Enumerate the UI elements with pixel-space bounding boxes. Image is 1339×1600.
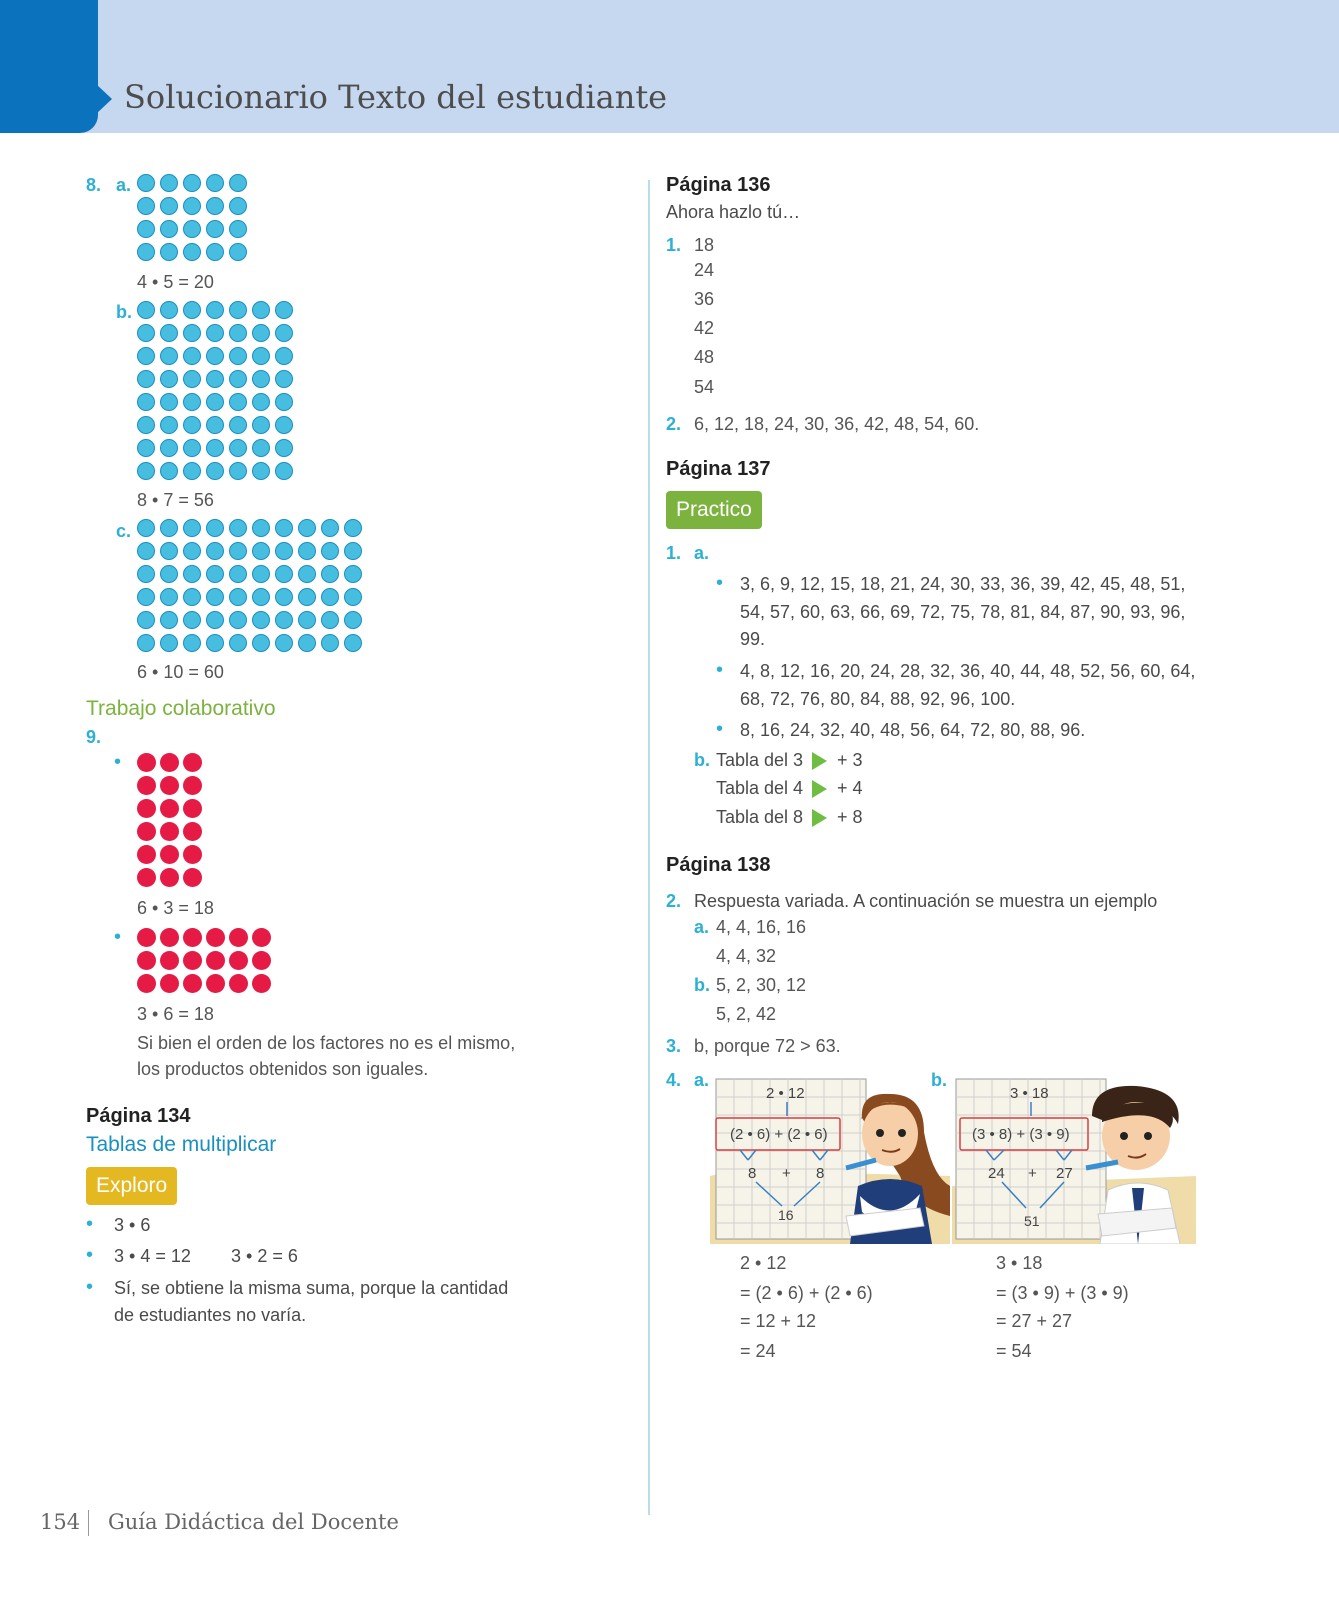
red-dot xyxy=(160,951,179,970)
work-b-line: = 54 xyxy=(996,1341,1032,1361)
blue-dot xyxy=(137,634,155,652)
practico-badge: Practico xyxy=(666,491,762,529)
blue-dot xyxy=(160,542,178,560)
dot-array-9a xyxy=(137,753,202,887)
red-dot xyxy=(229,951,248,970)
bullet-icon: • xyxy=(86,1244,94,1266)
p138-q3-number: 3. xyxy=(666,1036,682,1056)
blue-dot xyxy=(183,347,201,365)
page-134-title: Página 134 xyxy=(86,1105,191,1127)
blue-dot xyxy=(137,519,155,537)
red-dot xyxy=(252,928,271,947)
blue-dot xyxy=(252,588,270,606)
dot-array-8b xyxy=(137,301,293,480)
p136-q1-value: 36 xyxy=(694,289,715,309)
bullet-icon: • xyxy=(716,659,724,681)
red-dot xyxy=(252,951,271,970)
grid-a-top: 2 • 12 xyxy=(766,1085,805,1102)
header-tab xyxy=(0,0,98,133)
red-dot xyxy=(206,951,225,970)
bullet-icon: • xyxy=(114,926,122,948)
p138-q2a-line-1: 4, 4, 16, 16 xyxy=(716,917,807,937)
blue-dot xyxy=(229,220,247,238)
work-a-line: 2 • 12 xyxy=(740,1253,787,1273)
blue-dot xyxy=(137,197,155,215)
illustration-girl-grid xyxy=(710,1076,950,1244)
table-4-label: Tabla del 4 xyxy=(716,778,804,798)
play-icon xyxy=(812,752,827,770)
blue-dot xyxy=(183,439,201,457)
table-8-label: Tabla del 8 xyxy=(716,807,804,827)
blue-dot xyxy=(183,611,201,629)
blue-dot xyxy=(252,634,270,652)
blue-dot xyxy=(344,611,362,629)
page-number: 154 xyxy=(40,1510,81,1534)
equation-8b: 8 • 7 = 56 xyxy=(137,490,214,510)
blue-dot xyxy=(229,542,247,560)
blue-dot xyxy=(275,370,293,388)
equation-8a: 4 • 5 = 20 xyxy=(137,272,214,292)
red-dot xyxy=(160,868,179,887)
blue-dot xyxy=(275,347,293,365)
blue-dot xyxy=(229,519,247,537)
blue-dot xyxy=(344,634,362,652)
page-136-subtitle: Ahora hazlo tú… xyxy=(666,202,801,222)
blue-dot xyxy=(183,393,201,411)
blue-dot xyxy=(137,542,155,560)
blue-dot xyxy=(137,220,155,238)
blue-dot xyxy=(160,301,178,319)
red-dot xyxy=(229,974,248,993)
blue-dot xyxy=(206,519,224,537)
p136-q1-value: 24 xyxy=(694,260,715,280)
blue-dot xyxy=(183,416,201,434)
blue-dot xyxy=(183,301,201,319)
blue-dot xyxy=(229,611,247,629)
blue-dot xyxy=(298,588,316,606)
p134-item-4-line-1: Sí, se obtiene la misma suma, porque la cantidad xyxy=(114,1278,509,1298)
blue-dot xyxy=(229,565,247,583)
work-b-line: = (3 • 9) + (3 • 9) xyxy=(996,1283,1129,1303)
bullet-icon: • xyxy=(86,1276,94,1298)
p138-q4a-label: a. xyxy=(694,1070,710,1090)
blue-dot xyxy=(183,634,201,652)
blue-dot xyxy=(137,301,155,319)
red-dot xyxy=(160,753,179,772)
blue-dot xyxy=(183,243,201,261)
multiples-of-3-line-2: 54, 57, 60, 63, 66, 69, 72, 75, 78, 81, 84, 87, 90, 93, 96, xyxy=(740,602,1186,622)
red-dot xyxy=(183,822,202,841)
blue-dot xyxy=(183,542,201,560)
blue-dot xyxy=(275,519,293,537)
exploro-badge: Exploro xyxy=(86,1167,177,1205)
p134-item-1: 3 • 6 xyxy=(114,1215,151,1235)
blue-dot xyxy=(206,416,224,434)
bullet-icon: • xyxy=(716,572,724,594)
p136-q1-value: 54 xyxy=(694,377,715,397)
blue-dot xyxy=(183,588,201,606)
blue-dot xyxy=(160,347,178,365)
blue-dot xyxy=(137,462,155,480)
blue-dot xyxy=(344,565,362,583)
blue-dot xyxy=(252,301,270,319)
multiples-of-3-line-1: 3, 6, 9, 12, 15, 18, 21, 24, 30, 33, 36, 39, 42, 45, 48, 51, xyxy=(740,574,1186,594)
illustration-boy-grid xyxy=(952,1076,1196,1244)
blue-dot xyxy=(137,588,155,606)
blue-dot xyxy=(321,542,339,560)
blue-dot xyxy=(275,439,293,457)
grid-b-left: 24 xyxy=(988,1165,1005,1182)
blue-dot xyxy=(229,347,247,365)
work-b-line: 3 • 18 xyxy=(996,1253,1043,1273)
page-137-title: Página 137 xyxy=(666,458,771,480)
blue-dot xyxy=(160,416,178,434)
blue-dot xyxy=(183,519,201,537)
blue-dot xyxy=(206,542,224,560)
blue-dot xyxy=(298,611,316,629)
blue-dot xyxy=(137,370,155,388)
dot-array-8a xyxy=(137,174,247,261)
red-dot xyxy=(160,974,179,993)
blue-dot xyxy=(229,301,247,319)
blue-dot xyxy=(137,439,155,457)
blue-dot xyxy=(137,393,155,411)
grid-b-plus: + xyxy=(1028,1165,1037,1182)
red-dot xyxy=(183,868,202,887)
equation-9a: 6 • 3 = 18 xyxy=(137,898,214,918)
p138-q2b-line-2: 5, 2, 42 xyxy=(716,1004,777,1024)
blue-dot xyxy=(298,519,316,537)
blue-dot xyxy=(160,519,178,537)
blue-dot xyxy=(321,588,339,606)
blue-dot xyxy=(275,416,293,434)
p134-item-2: 3 • 4 = 12 xyxy=(114,1246,191,1266)
red-dot xyxy=(183,951,202,970)
grid-a-plus: + xyxy=(782,1165,791,1182)
blue-dot xyxy=(160,220,178,238)
grid-b-result: 51 xyxy=(1024,1213,1040,1229)
blue-dot xyxy=(137,416,155,434)
p138-q4b-label: b. xyxy=(931,1070,947,1090)
girl-face xyxy=(862,1102,918,1166)
blue-dot xyxy=(321,611,339,629)
blue-dot xyxy=(344,588,362,606)
red-dot xyxy=(206,928,225,947)
table-3-step: + 3 xyxy=(837,750,863,770)
red-dot xyxy=(137,928,156,947)
red-dot xyxy=(160,822,179,841)
p136-q1-value: 48 xyxy=(694,347,715,367)
blue-dot xyxy=(206,565,224,583)
red-dot xyxy=(183,974,202,993)
blue-dot xyxy=(275,393,293,411)
red-dot xyxy=(137,845,156,864)
blue-dot xyxy=(275,462,293,480)
p136-q2-text: 6, 12, 18, 24, 30, 36, 42, 48, 54, 60. xyxy=(694,414,980,434)
footer-title: Guía Didáctica del Docente xyxy=(108,1510,399,1534)
bullet-icon: • xyxy=(86,1213,94,1235)
work-b-line: = 27 + 27 xyxy=(996,1311,1073,1331)
blue-dot xyxy=(275,542,293,560)
blue-dot xyxy=(229,588,247,606)
red-dot xyxy=(183,753,202,772)
p137-q1b-label: b. xyxy=(694,750,710,770)
blue-dot xyxy=(298,565,316,583)
p137-q1-number: 1. xyxy=(666,543,682,563)
grid-a-right: 8 xyxy=(816,1165,825,1182)
blue-dot xyxy=(160,611,178,629)
exercise-8c-label: c. xyxy=(116,521,132,541)
p136-q1-number: 1. xyxy=(666,235,682,255)
red-dot xyxy=(183,776,202,795)
work-a-line: = (2 • 6) + (2 • 6) xyxy=(740,1283,873,1303)
red-dot xyxy=(137,799,156,818)
p138-q2b-label: b. xyxy=(694,975,710,995)
blue-dot xyxy=(252,519,270,537)
p138-q2b-line-1: 5, 2, 30, 12 xyxy=(716,975,807,995)
blue-dot xyxy=(298,542,316,560)
blue-dot xyxy=(137,174,155,192)
blue-dot xyxy=(183,220,201,238)
red-dot xyxy=(137,753,156,772)
table-4-step: + 4 xyxy=(837,778,863,798)
red-dot xyxy=(137,776,156,795)
blue-dot xyxy=(344,519,362,537)
blue-dot xyxy=(137,611,155,629)
blue-dot xyxy=(229,462,247,480)
blue-dot xyxy=(275,634,293,652)
blue-dot xyxy=(206,370,224,388)
dot-array-8c xyxy=(137,519,362,652)
grid-a-result: 16 xyxy=(778,1207,794,1223)
blue-dot xyxy=(344,542,362,560)
p137-q1a-label: a. xyxy=(694,543,710,563)
multiples-of-3-line-3: 99. xyxy=(740,629,766,649)
page-134-subtitle: Tablas de multiplicar xyxy=(86,1133,277,1156)
grid-b-right: 27 xyxy=(1056,1165,1073,1182)
blue-dot xyxy=(183,174,201,192)
red-dot xyxy=(137,868,156,887)
blue-dot xyxy=(321,565,339,583)
collab-note-line-1: Si bien el orden de los factores no es el mismo, xyxy=(137,1033,516,1053)
red-dot xyxy=(160,928,179,947)
blue-dot xyxy=(206,243,224,261)
blue-dot xyxy=(252,416,270,434)
play-icon xyxy=(812,809,827,827)
p134-item-3: 3 • 2 = 6 xyxy=(231,1246,298,1266)
dot-array-9b xyxy=(137,928,271,993)
blue-dot xyxy=(229,174,247,192)
p138-q2a-line-2: 4, 4, 32 xyxy=(716,946,777,966)
blue-dot xyxy=(160,324,178,342)
header-title: Solucionario Texto del estudiante xyxy=(124,78,668,116)
blue-dot xyxy=(160,370,178,388)
red-dot xyxy=(206,974,225,993)
blue-dot xyxy=(229,324,247,342)
play-icon xyxy=(812,780,827,798)
page-138-title: Página 138 xyxy=(666,854,771,876)
blue-dot xyxy=(137,243,155,261)
blue-dot xyxy=(183,324,201,342)
blue-dot xyxy=(183,370,201,388)
blue-dot xyxy=(160,462,178,480)
bullet-icon: • xyxy=(716,718,724,740)
p138-q2-number: 2. xyxy=(666,891,682,911)
blue-dot xyxy=(160,439,178,457)
blue-dot xyxy=(252,439,270,457)
p136-q1-value: 42 xyxy=(694,318,715,338)
blue-dot xyxy=(206,588,224,606)
blue-dot xyxy=(252,370,270,388)
red-dot xyxy=(137,822,156,841)
red-dot xyxy=(183,845,202,864)
table-8-step: + 8 xyxy=(837,807,863,827)
red-dot xyxy=(137,951,156,970)
blue-dot xyxy=(206,634,224,652)
p138-q2a-label: a. xyxy=(694,917,710,937)
grid-b-split: (3 • 8) + (3 • 9) xyxy=(972,1126,1070,1143)
red-dot xyxy=(137,974,156,993)
multiples-of-4-line-2: 68, 72, 76, 80, 84, 88, 92, 96, 100. xyxy=(740,689,1016,709)
red-dot xyxy=(183,928,202,947)
exercise-8b-label: b. xyxy=(116,302,132,322)
header-arrow-icon xyxy=(96,84,112,114)
blue-dot xyxy=(183,197,201,215)
blue-dot xyxy=(206,439,224,457)
blue-dot xyxy=(275,324,293,342)
p138-q3-text: b, porque 72 > 63. xyxy=(694,1036,841,1056)
blue-dot xyxy=(252,611,270,629)
blue-dot xyxy=(206,324,224,342)
blue-dot xyxy=(206,611,224,629)
blue-dot xyxy=(160,588,178,606)
table-3-label: Tabla del 3 xyxy=(716,750,804,770)
blue-dot xyxy=(206,220,224,238)
grid-a-left: 8 xyxy=(748,1165,757,1182)
work-a-line: = 24 xyxy=(740,1341,776,1361)
blue-dot xyxy=(160,634,178,652)
p138-q4-number: 4. xyxy=(666,1070,682,1090)
blue-dot xyxy=(160,243,178,261)
p136-q1-value: 18 xyxy=(694,235,715,255)
blue-dot xyxy=(252,542,270,560)
blue-dot xyxy=(321,634,339,652)
blue-dot xyxy=(252,324,270,342)
red-dot xyxy=(183,799,202,818)
blue-dot xyxy=(229,634,247,652)
blue-dot xyxy=(137,347,155,365)
blue-dot xyxy=(252,347,270,365)
blue-dot xyxy=(298,634,316,652)
blue-dot xyxy=(160,393,178,411)
p136-q2-number: 2. xyxy=(666,414,682,434)
equation-9b: 3 • 6 = 18 xyxy=(137,1004,214,1024)
blue-dot xyxy=(137,565,155,583)
p138-q2-text: Respuesta variada. A continuación se muestra un ejemplo xyxy=(694,891,1158,911)
exercise-8-number: 8. xyxy=(86,175,102,195)
blue-dot xyxy=(206,197,224,215)
multiples-of-4-line-1: 4, 8, 12, 16, 20, 24, 28, 32, 36, 40, 44, 48, 52, 56, 60, 64, xyxy=(740,661,1196,681)
grid-b-top: 3 • 18 xyxy=(1010,1085,1049,1102)
blue-dot xyxy=(229,370,247,388)
blue-dot xyxy=(137,324,155,342)
blue-dot xyxy=(275,611,293,629)
blue-dot xyxy=(229,243,247,261)
blue-dot xyxy=(160,174,178,192)
blue-dot xyxy=(252,565,270,583)
blue-dot xyxy=(252,462,270,480)
work-a-line: = 12 + 12 xyxy=(740,1311,817,1331)
blue-dot xyxy=(252,393,270,411)
red-dot xyxy=(252,974,271,993)
exercise-8a-label: a. xyxy=(116,175,132,195)
blue-dot xyxy=(160,197,178,215)
blue-dot xyxy=(275,565,293,583)
footer-separator xyxy=(88,1510,89,1536)
collab-title: Trabajo colaborativo xyxy=(86,697,276,720)
blue-dot xyxy=(321,519,339,537)
page-136-title: Página 136 xyxy=(666,174,771,196)
blue-dot xyxy=(206,301,224,319)
red-dot xyxy=(160,799,179,818)
grid-a-split: (2 • 6) + (2 • 6) xyxy=(730,1126,828,1143)
blue-dot xyxy=(160,565,178,583)
blue-dot xyxy=(229,197,247,215)
blue-dot xyxy=(229,416,247,434)
column-divider xyxy=(648,180,650,1515)
collab-note-line-2: los productos obtenidos son iguales. xyxy=(137,1059,429,1079)
red-dot xyxy=(229,928,248,947)
blue-dot xyxy=(275,588,293,606)
blue-dot xyxy=(229,393,247,411)
blue-dot xyxy=(206,393,224,411)
blue-dot xyxy=(275,301,293,319)
blue-dot xyxy=(206,347,224,365)
blue-dot xyxy=(183,565,201,583)
equation-8c: 6 • 10 = 60 xyxy=(137,662,224,682)
multiples-of-8: 8, 16, 24, 32, 40, 48, 56, 64, 72, 80, 88, 96. xyxy=(740,720,1086,740)
red-dot xyxy=(160,845,179,864)
blue-dot xyxy=(183,462,201,480)
blue-dot xyxy=(229,439,247,457)
red-dot xyxy=(160,776,179,795)
exercise-9-number: 9. xyxy=(86,727,102,747)
p134-item-4-line-2: de estudiantes no varía. xyxy=(114,1305,307,1325)
blue-dot xyxy=(206,174,224,192)
bullet-icon: • xyxy=(114,751,122,773)
blue-dot xyxy=(206,462,224,480)
